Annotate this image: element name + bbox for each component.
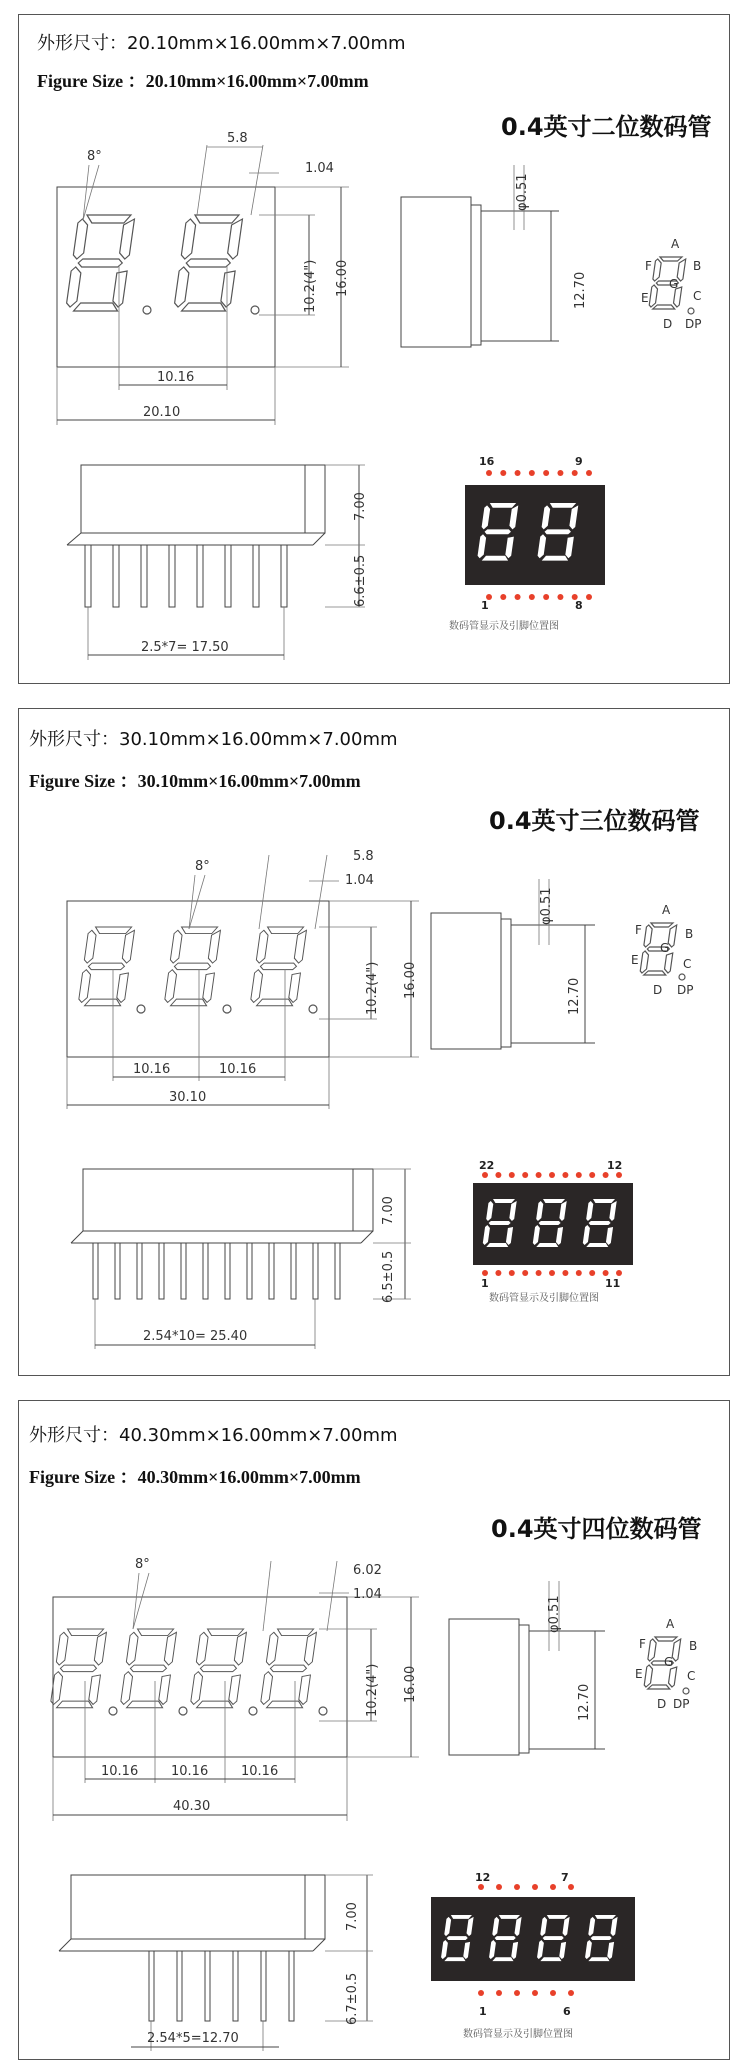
product-title: 0.4英寸四位数码管 <box>491 1515 702 1543</box>
pin-dot <box>486 470 492 476</box>
pin-label-top-right: 7 <box>561 1871 569 1884</box>
pin-dot <box>509 1172 515 1178</box>
pin-dot <box>568 1884 574 1890</box>
pin-dot <box>496 1990 502 1996</box>
seg-label-e: E <box>631 953 639 967</box>
pin-label-bottom-right: 11 <box>605 1277 621 1290</box>
pin-dot <box>568 1990 574 1996</box>
pin-label-bottom-left: 1 <box>481 1277 489 1290</box>
dim-body-height: 7.00 <box>381 1196 396 1225</box>
pin-dot <box>550 1990 556 1996</box>
dim-width: 20.10 <box>143 405 181 420</box>
product-title: 0.4英寸二位数码管 <box>501 113 712 141</box>
dim-pitch-top: 6.02 <box>353 1563 382 1578</box>
dim-pitch: 10.16 <box>133 1062 171 1077</box>
seg-label-c: C <box>693 289 702 303</box>
display-module <box>465 485 605 585</box>
dim-seg-width: 1.04 <box>345 873 374 888</box>
seg-label-c: C <box>687 1669 696 1683</box>
size-en: Figure Size ：20.10mm×16.00mm×7.00mm <box>37 71 369 91</box>
pin-label-top-right: 12 <box>607 1159 623 1172</box>
dim-pin-diameter: φ0.51 <box>515 173 530 211</box>
pin-dot <box>549 1270 555 1276</box>
digit-outline <box>174 215 243 311</box>
pin-dot <box>515 470 521 476</box>
seg-label-dp: DP <box>673 1697 690 1711</box>
dim-pitch-3: 10.16 <box>241 1764 279 1779</box>
pin-label-bottom-right: 6 <box>563 2005 571 2018</box>
seg-label-b: B <box>693 259 702 273</box>
pin-label-bottom-right: 8 <box>575 599 583 612</box>
dim-angle: 8° <box>87 149 102 164</box>
seg-label-dp: DP <box>685 317 702 331</box>
pin-label-bottom-left: 1 <box>479 2005 487 2018</box>
dim-pitch-top: 5.8 <box>227 131 248 146</box>
size-en: Figure Size ：30.10mm×16.00mm×7.00mm <box>29 771 361 791</box>
dim-pin-span: 2.5*7= 17.50 <box>141 640 229 655</box>
spec-panel-4digit <box>18 1400 730 2060</box>
digit-outline <box>66 215 135 311</box>
dim-pin-span: 2.54*5=12.70 <box>147 2031 239 2046</box>
seg-label-e: E <box>635 1667 643 1681</box>
seg-label-a: A <box>671 237 680 251</box>
pin-legs <box>85 545 287 607</box>
pin-dot <box>522 1172 528 1178</box>
pin-dot <box>572 470 578 476</box>
dim-pitch-2: 10.16 <box>171 1764 209 1779</box>
dim-side-height: 12.70 <box>577 1683 592 1721</box>
pin-dot <box>586 594 592 600</box>
pin-dot <box>482 1172 488 1178</box>
pin-dot <box>495 1172 501 1178</box>
seg-label-dp: DP <box>677 983 694 997</box>
pin-label-bottom-left: 1 <box>481 599 489 612</box>
dim-height: 16.00 <box>335 259 350 297</box>
seg-label-d: D <box>663 317 673 331</box>
pin-dot <box>589 1172 595 1178</box>
dim-digit-height: 10.2(4") <box>303 259 318 313</box>
drawing-4digit <box>19 1401 731 2061</box>
seg-label-g: G <box>669 277 679 291</box>
dim-pitch: 10.16 <box>157 370 195 385</box>
pin-dot <box>514 1990 520 1996</box>
size-en: Figure Size ：40.30mm×16.00mm×7.00mm <box>29 1467 361 1487</box>
pin-dot <box>550 1884 556 1890</box>
pin-dot <box>536 1270 542 1276</box>
dim-width: 30.10 <box>169 1090 207 1105</box>
seg-label-g: G <box>664 1655 674 1669</box>
seg-label-d: D <box>653 983 663 997</box>
dim-height: 16.00 <box>403 961 418 999</box>
dim-body-height: 7.00 <box>353 492 368 521</box>
size-cn: 外形尺寸：30.10mm×16.00mm×7.00mm <box>29 729 398 750</box>
dim-pin-span: 2.54*10= 25.40 <box>143 1329 248 1344</box>
pin-dot <box>500 470 506 476</box>
size-cn: 外形尺寸：40.30mm×16.00mm×7.00mm <box>29 1425 398 1446</box>
display-caption: 数码管显示及引脚位置图 <box>489 1293 599 1304</box>
seg-label-e: E <box>641 291 649 305</box>
dim-body-height: 7.00 <box>345 1902 360 1931</box>
pin-dot <box>496 1884 502 1890</box>
dim-digit-height: 10.2(4") <box>365 961 380 1015</box>
pin-dot <box>536 1172 542 1178</box>
dim-pin-length: 6.6±0.5 <box>353 554 368 607</box>
dim-height: 16.00 <box>403 1665 418 1703</box>
dim-pitch-2: 10.16 <box>219 1062 257 1077</box>
seg-label-c: C <box>683 957 692 971</box>
seg-label-a: A <box>666 1617 675 1631</box>
pin-dot <box>478 1990 484 1996</box>
pin-dot <box>529 594 535 600</box>
dim-pin-diameter: φ0.51 <box>539 887 554 925</box>
segment-legend <box>640 923 677 975</box>
spec-panel-3digit <box>18 708 730 1376</box>
pin-dot <box>616 1172 622 1178</box>
dim-side-height: 12.70 <box>573 271 588 309</box>
dim-seg-width: 1.04 <box>353 1587 382 1602</box>
dim-pin-length: 6.7±0.5 <box>345 1972 360 2025</box>
dim-pin-diameter: φ0.51 <box>547 1595 562 1633</box>
pin-dot <box>616 1270 622 1276</box>
pin-dot <box>589 1270 595 1276</box>
pin-dot <box>576 1172 582 1178</box>
pin-label-top-left: 16 <box>479 455 495 468</box>
pin-dot <box>478 1884 484 1890</box>
seg-label-g: G <box>660 941 670 955</box>
pin-label-top-left: 12 <box>475 1871 491 1884</box>
pin-dot <box>562 1270 568 1276</box>
pin-legs <box>149 1951 294 2021</box>
pin-dot <box>586 470 592 476</box>
seg-label-b: B <box>685 927 694 941</box>
pin-dot <box>603 1172 609 1178</box>
pin-dot <box>495 1270 501 1276</box>
pin-dot <box>543 470 549 476</box>
pin-dot <box>532 1990 538 1996</box>
pin-dot <box>482 1270 488 1276</box>
display-caption: 数码管显示及引脚位置图 <box>449 621 559 632</box>
display-caption: 数码管显示及引脚位置图 <box>463 2029 573 2040</box>
segment-legend <box>644 1637 681 1689</box>
pin-dot <box>529 470 535 476</box>
product-title: 0.4英寸三位数码管 <box>489 807 700 835</box>
seg-label-f: F <box>635 923 642 937</box>
dim-angle: 8° <box>135 1557 150 1572</box>
seg-label-a: A <box>662 903 671 917</box>
segment-legend <box>649 257 686 309</box>
dim-pitch-top: 5.8 <box>353 849 374 864</box>
pin-dot <box>557 594 563 600</box>
pin-dot <box>509 1270 515 1276</box>
pin-dot <box>549 1172 555 1178</box>
dim-side-height: 12.70 <box>567 977 582 1015</box>
dim-angle: 8° <box>195 859 210 874</box>
pin-dot <box>515 594 521 600</box>
dim-pitch: 10.16 <box>101 1764 139 1779</box>
dim-pin-length: 6.5±0.5 <box>381 1250 396 1303</box>
pin-dot <box>557 470 563 476</box>
seg-label-b: B <box>689 1639 698 1653</box>
pin-dot <box>576 1270 582 1276</box>
seg-label-f: F <box>645 259 652 273</box>
dim-width: 40.30 <box>173 1799 211 1814</box>
dim-seg-width: 1.04 <box>305 161 334 176</box>
pin-dot <box>543 594 549 600</box>
pin-dot <box>532 1884 538 1890</box>
pin-dot <box>514 1884 520 1890</box>
pin-dot <box>562 1172 568 1178</box>
pin-legs <box>93 1243 340 1299</box>
pin-dot <box>603 1270 609 1276</box>
pin-label-top-right: 9 <box>575 455 583 468</box>
pin-dot <box>500 594 506 600</box>
spec-panel-2digit <box>18 14 730 684</box>
pin-dot <box>522 1270 528 1276</box>
seg-label-d: D <box>657 1697 667 1711</box>
dim-digit-height: 10.2(4") <box>365 1663 380 1717</box>
pin-label-top-left: 22 <box>479 1159 495 1172</box>
size-cn: 外形尺寸：20.10mm×16.00mm×7.00mm <box>37 33 406 54</box>
seg-label-f: F <box>639 1637 646 1651</box>
